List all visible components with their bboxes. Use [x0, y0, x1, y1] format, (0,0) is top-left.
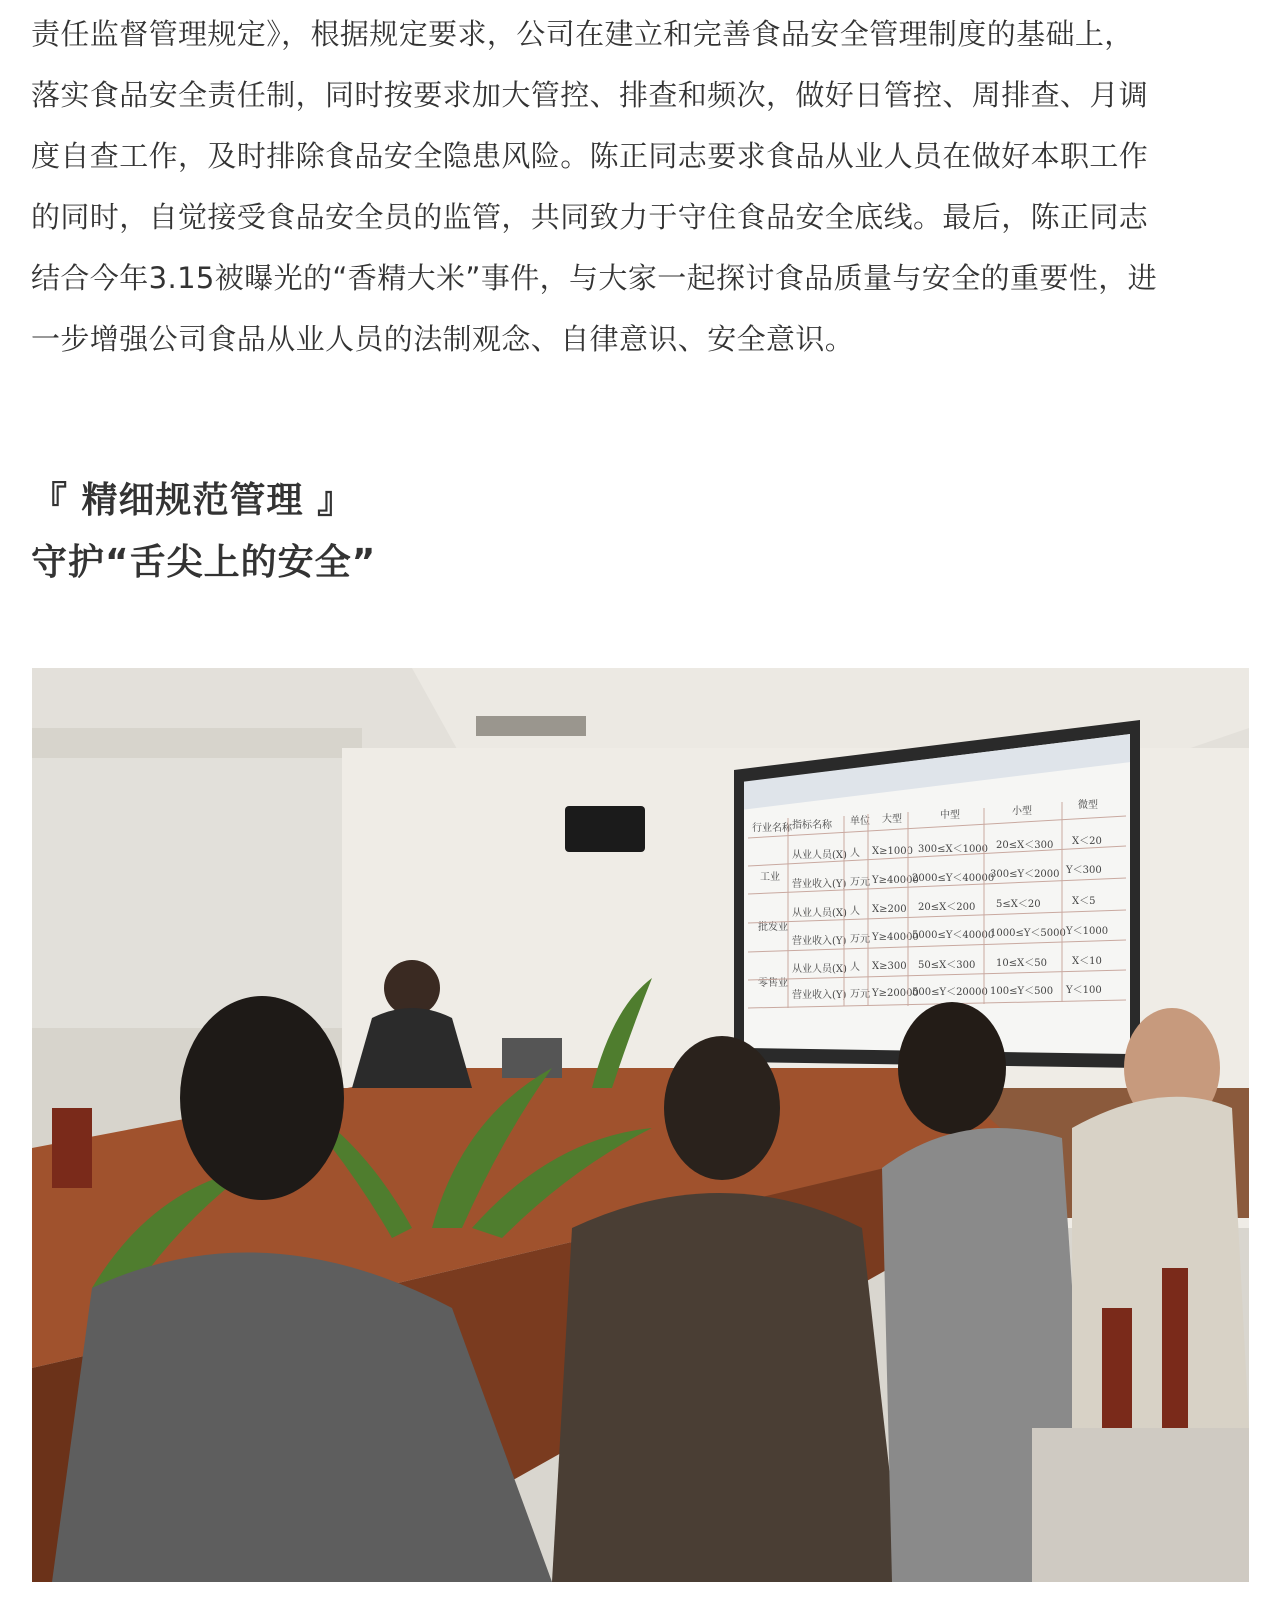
screen-table-cell: 300≤Y＜2000	[990, 869, 1060, 880]
screen-table-cell: 营业收入(Y)	[792, 879, 847, 890]
paragraph-line: 结合今年3.15被曝光的“香精大米”事件，与大家一起探讨食品质量与安全的重要性，进	[31, 261, 1158, 295]
screen-table-cell: Y≥40000	[872, 932, 919, 943]
screen-table-cell: Y＜100	[1066, 985, 1102, 996]
screen-table-header: 大型	[882, 814, 902, 825]
screen-table-cell: 人	[850, 848, 860, 859]
section-heading	[31, 470, 376, 594]
screen-table-cell: 零售业	[758, 978, 788, 989]
screen-table-cell: 从业人员(X)	[792, 850, 847, 861]
screen-table-cell: 300≤X＜1000	[918, 844, 989, 855]
screen-table-cell: 5≤X＜20	[996, 899, 1041, 910]
screen-table-cell: 营业收入(Y)	[792, 936, 847, 947]
article-paragraph	[31, 4, 1249, 370]
screen-table-cell: Y＜1000	[1066, 926, 1109, 937]
screen-table-cell: 5000≤Y＜40000	[912, 930, 995, 941]
screen-table-cell: 工业	[760, 872, 780, 883]
screen-table-cell: 2000≤Y＜40000	[912, 873, 995, 884]
screen-table-cell: 50≤X＜300	[918, 960, 976, 971]
screen-table-header: 行业名称	[752, 823, 792, 834]
screen-table-cell: 20≤X＜200	[918, 902, 976, 913]
paragraph-line: 责任监督管理规定》，根据规定要求，公司在建立和完善食品安全管理制度的基础上，	[31, 17, 1134, 51]
screen-table-cell: 100≤Y＜500	[990, 986, 1054, 997]
section-heading-line1: 『 精细规范管理 』	[31, 480, 355, 521]
screen-table-cell: X≥1000	[872, 846, 913, 857]
screen-table-cell: 10≤X＜50	[996, 958, 1047, 969]
screen-table-cell: 营业收入(Y)	[792, 990, 847, 1001]
screen-table-cell: 批发业	[758, 922, 788, 933]
screen-table-cell: Y≥20000	[872, 988, 919, 999]
paragraph-line: 度自查工作，及时排除食品安全隐患风险。陈正同志要求食品从业人员在做好本职工作	[31, 139, 1149, 173]
screen-table-cell: X＜5	[1072, 896, 1096, 907]
article-body	[31, 0, 1249, 370]
screen-table-header: 单位	[850, 816, 870, 827]
screen-table-cell: 1000≤Y＜5000	[990, 928, 1066, 939]
screen-table-header: 微型	[1078, 800, 1098, 811]
screen-table-cell: X≥200	[872, 904, 907, 915]
screen-table-cell: 万元	[850, 989, 870, 1000]
screen-table-cell: 20≤X＜300	[996, 840, 1054, 851]
paragraph-line: 一步增强公司食品从业人员的法制观念、自律意识、安全意识。	[31, 322, 855, 356]
screen-table-cell: 人	[850, 962, 860, 973]
screen-table-cell: 500≤Y＜20000	[912, 987, 988, 998]
meeting-photo	[32, 668, 1249, 1582]
screen-table-cell: 人	[850, 906, 860, 917]
section-heading-line2: 守护“舌尖上的安全”	[31, 542, 377, 583]
screen-table-header: 中型	[940, 810, 960, 821]
screen-table-cell: X＜10	[1072, 956, 1102, 967]
screen-table-header: 指标名称	[792, 820, 832, 831]
screen-table-cell: 从业人员(X)	[792, 908, 847, 919]
paragraph-line: 落实食品安全责任制，同时按要求加大管控、排查和频次，做好日管控、周排查、月调	[31, 78, 1149, 112]
screen-table-cell: X＜20	[1072, 836, 1102, 847]
screen-table-cell: X≥300	[872, 961, 907, 972]
screen-table-cell: 从业人员(X)	[792, 964, 847, 975]
screen-table-cell: 万元	[850, 877, 870, 888]
paragraph-line: 的同时，自觉接受食品安全员的监管，共同致力于守住食品安全底线。最后，陈正同志	[31, 200, 1149, 234]
screen-table-cell: Y＜300	[1066, 865, 1102, 876]
screen-table-cell: Y≥40000	[872, 875, 919, 886]
screen-table-cell: 万元	[850, 934, 870, 945]
screen-table-header: 小型	[1012, 806, 1032, 817]
